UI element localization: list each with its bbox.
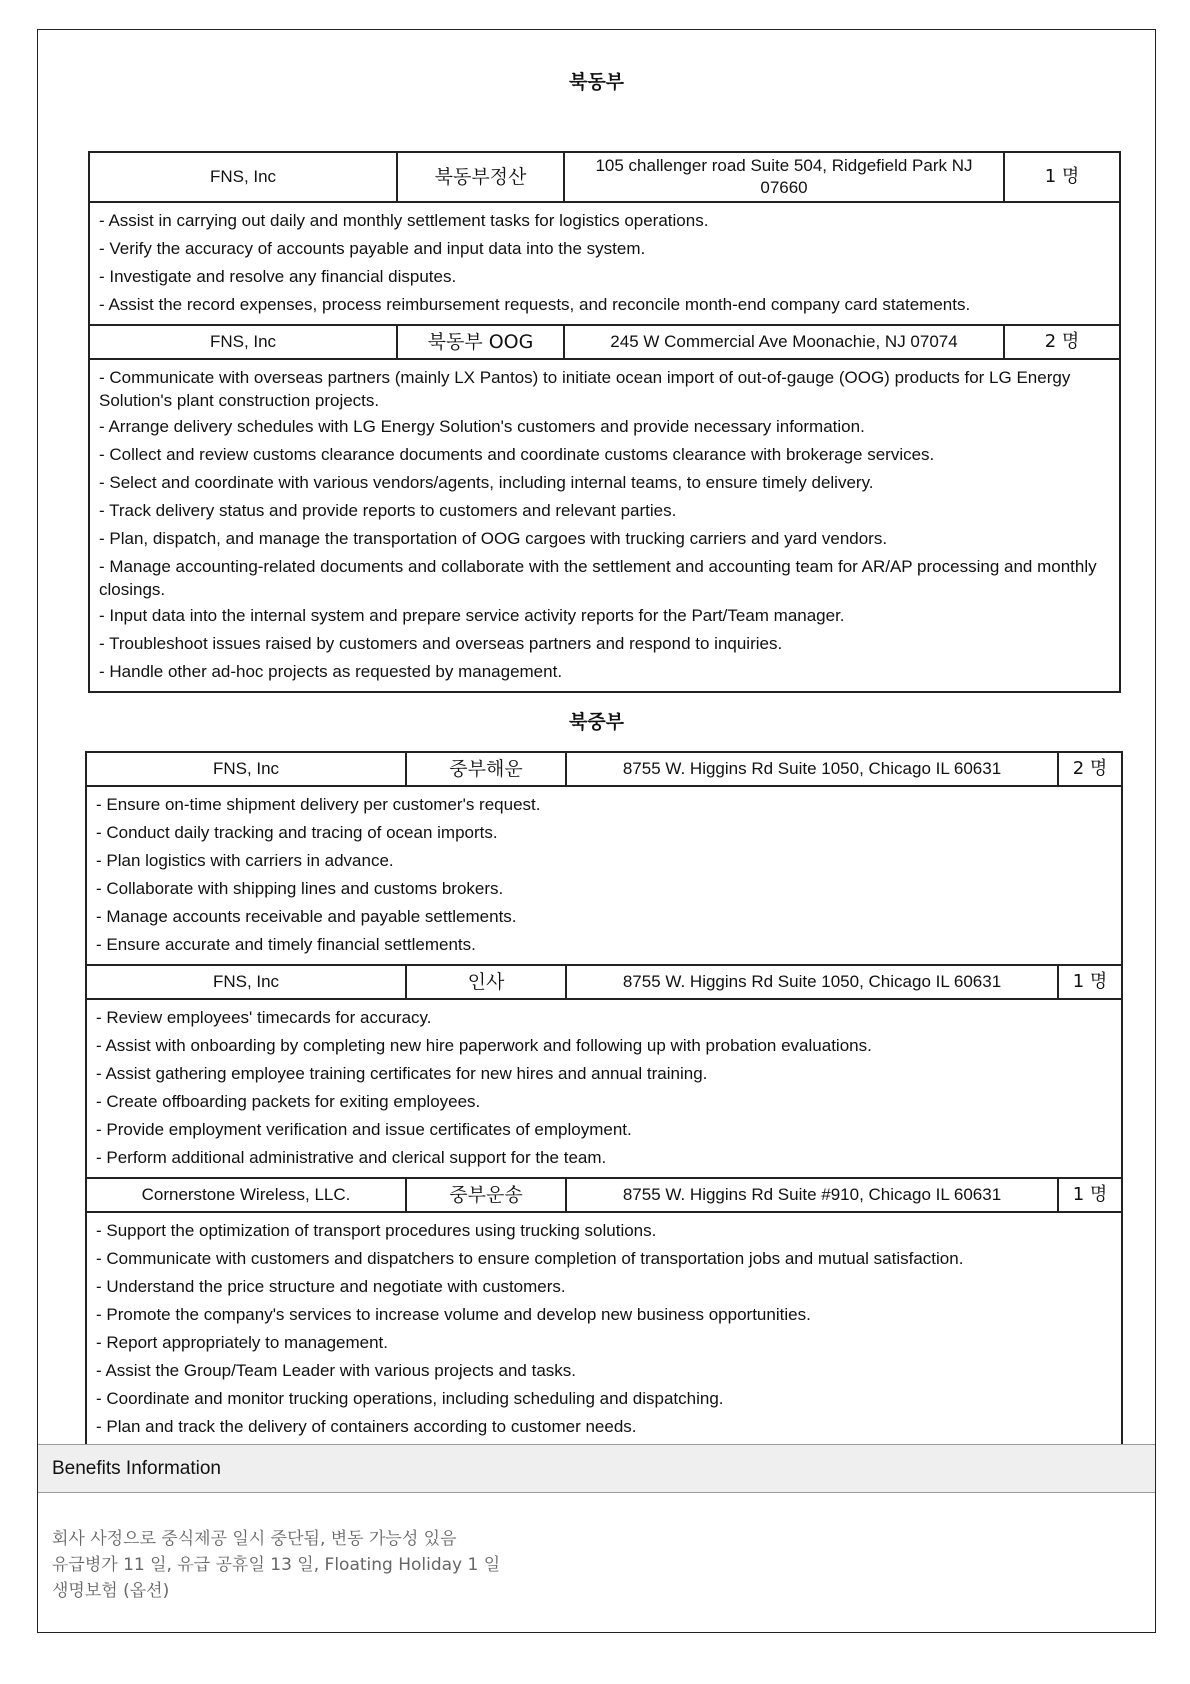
benefit-line: 생명보험 (옵션)	[52, 1581, 170, 1601]
department-cell: 인사	[406, 965, 566, 999]
duty-item: - Assist with onboarding by completing new hire paperwork and following up with probation evaluations.	[96, 1036, 872, 1055]
duty-item: - Plan, dispatch, and manage the transportation of OOG cargoes with trucking carriers and yard vendors.	[99, 529, 888, 548]
duties-cell	[86, 1212, 1122, 1447]
address-cell: 245 W Commercial Ave Moonachie, NJ 07074	[564, 325, 1004, 359]
headcount-cell: 2 명	[1058, 752, 1122, 786]
duty-item: - Coordinate and monitor trucking operations, including scheduling and dispatching.	[96, 1389, 724, 1408]
address-cell: 8755 W. Higgins Rd Suite 1050, Chicago IL 60631	[566, 752, 1058, 786]
address-cell: 8755 W. Higgins Rd Suite 1050, Chicago IL 60631	[566, 965, 1058, 999]
duty-item: - Ensure on-time shipment delivery per customer's request.	[96, 795, 541, 814]
job-duties-row	[89, 359, 1120, 692]
duty-item: - Track delivery status and provide reports to customers and relevant parties.	[99, 501, 677, 520]
company-cell: Cornerstone Wireless, LLC.	[86, 1178, 406, 1212]
duty-item: - Select and coordinate with various vendors/agents, including internal teams, to ensure timely delivery.	[99, 473, 874, 492]
duty-item: - Communicate with customers and dispatchers to ensure completion of transportation jobs and mutual satisfaction.	[96, 1249, 964, 1268]
benefits-header	[38, 1444, 1155, 1493]
address-cell: 105 challenger road Suite 504, Ridgefield Park NJ 07660	[564, 152, 1004, 202]
duties-cell	[89, 202, 1120, 325]
duty-item: - Arrange delivery schedules with LG Energy Solution's customers and provide necessary information.	[99, 417, 865, 436]
duty-item: - Plan and track the delivery of containers according to customer needs.	[96, 1417, 637, 1436]
duty-item: - Assist the Group/Team Leader with various projects and tasks.	[96, 1361, 577, 1380]
benefits-body	[52, 1526, 500, 1604]
job-header-row	[86, 965, 1122, 999]
job-table-northeast	[88, 151, 1121, 693]
region-title-northeast: 북동부	[568, 71, 625, 93]
job-header-row	[89, 152, 1120, 202]
duty-item: - Collect and review customs clearance documents and coordinate customs clearance with brokerage services.	[99, 445, 935, 464]
duty-item: - Ensure accurate and timely financial settlements.	[96, 935, 476, 954]
duties-cell	[86, 786, 1122, 965]
company-cell: FNS, Inc	[89, 325, 397, 359]
duty-item: - Manage accounting-related documents and collaborate with the settlement and accounting team for AR/AP processing and monthly closings.	[99, 557, 1097, 599]
region-title-northcentral: 북중부	[568, 711, 625, 733]
job-duties-row	[89, 202, 1120, 325]
benefit-line: 회사 사정으로 중식제공 일시 중단됨, 변동 가능성 있음	[52, 1529, 457, 1549]
duty-item: - Understand the price structure and negotiate with customers.	[96, 1277, 566, 1296]
duty-item: - Verify the accuracy of accounts payable and input data into the system.	[99, 239, 646, 258]
duty-item: - Review employees' timecards for accuracy.	[96, 1008, 432, 1027]
benefits-title: Benefits Information	[52, 1458, 221, 1479]
duty-item: - Plan logistics with carriers in advance.	[96, 851, 394, 870]
duty-item: - Support the optimization of transport procedures using trucking solutions.	[96, 1221, 657, 1240]
duties-cell	[89, 359, 1120, 692]
duty-item: - Create offboarding packets for exiting employees.	[96, 1092, 481, 1111]
duty-item: - Assist gathering employee training certificates for new hires and annual training.	[96, 1064, 708, 1083]
company-cell: FNS, Inc	[86, 752, 406, 786]
job-header-row	[89, 325, 1120, 359]
duty-item: - Perform additional administrative and clerical support for the team.	[96, 1148, 607, 1167]
headcount-cell: 1 명	[1004, 152, 1120, 202]
duty-item: - Communicate with overseas partners (mainly LX Pantos) to initiate ocean import of out-of-gauge (OOG) products for LG Energy Solution's plant construction projects.	[99, 368, 1071, 410]
job-duties-row	[86, 786, 1122, 965]
job-duties-row	[86, 999, 1122, 1178]
company-cell: FNS, Inc	[89, 152, 397, 202]
duties-cell	[86, 999, 1122, 1178]
duty-item: - Input data into the internal system and prepare service activity reports for the Part/Team manager.	[99, 606, 845, 625]
document-frame	[37, 29, 1156, 1633]
department-cell: 중부해운	[406, 752, 566, 786]
duty-item: - Conduct daily tracking and tracing of ocean imports.	[96, 823, 498, 842]
job-header-row	[86, 1178, 1122, 1212]
address-cell: 8755 W. Higgins Rd Suite #910, Chicago IL 60631	[566, 1178, 1058, 1212]
duty-item: - Assist in carrying out daily and monthly settlement tasks for logistics operations.	[99, 211, 709, 230]
company-cell: FNS, Inc	[86, 965, 406, 999]
duty-item: - Investigate and resolve any financial disputes.	[99, 267, 457, 286]
department-cell: 중부운송	[406, 1178, 566, 1212]
headcount-cell: 1 명	[1058, 1178, 1122, 1212]
department-cell: 북동부 OOG	[397, 325, 564, 359]
duty-item: - Troubleshoot issues raised by customers and overseas partners and respond to inquiries.	[99, 634, 783, 653]
duty-item: - Report appropriately to management.	[96, 1333, 388, 1352]
benefit-line: 유급병가 11 일, 유급 공휴일 13 일, Floating Holiday 1 일	[52, 1555, 501, 1575]
job-table-northcentral	[85, 751, 1123, 1448]
duty-item: - Collaborate with shipping lines and customs brokers.	[96, 879, 504, 898]
duty-item: - Provide employment verification and issue certificates of employment.	[96, 1120, 632, 1139]
duty-item: - Promote the company's services to increase volume and develop new business opportunities.	[96, 1305, 811, 1324]
duty-item: - Handle other ad-hoc projects as requested by management.	[99, 662, 563, 681]
job-duties-row	[86, 1212, 1122, 1447]
headcount-cell: 1 명	[1058, 965, 1122, 999]
headcount-cell: 2 명	[1004, 325, 1120, 359]
duty-item: - Assist the record expenses, process reimbursement requests, and reconcile month-end company card statements.	[99, 295, 971, 314]
job-header-row	[86, 752, 1122, 786]
department-cell: 북동부정산	[397, 152, 564, 202]
duty-item: - Manage accounts receivable and payable settlements.	[96, 907, 517, 926]
